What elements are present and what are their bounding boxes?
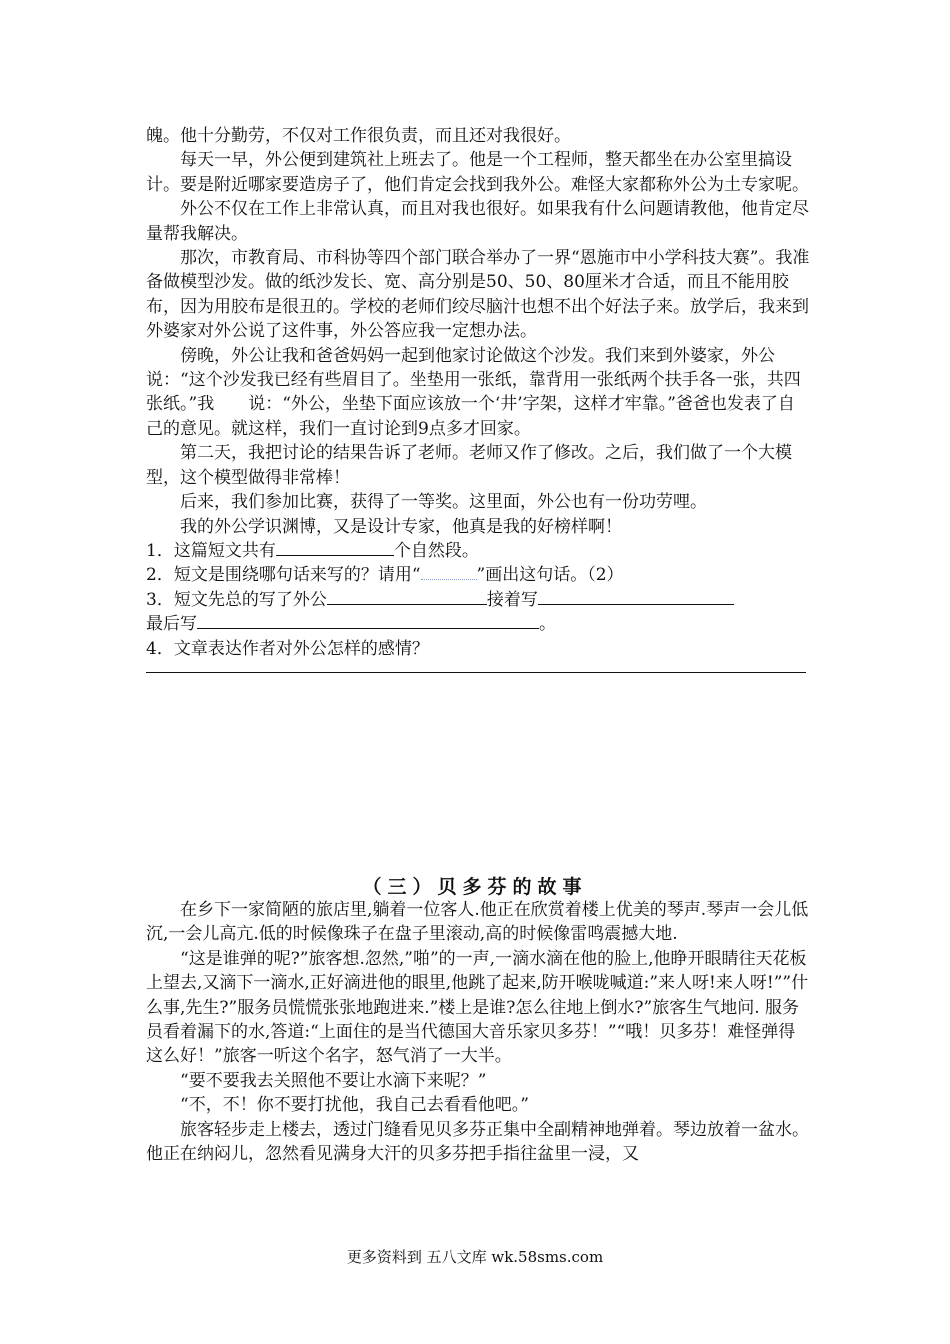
question-1: 1．这篇短文共有 个自然段。: [146, 540, 479, 561]
answer-line-4[interactable]: [146, 671, 806, 673]
answer-blank-3b[interactable]: [538, 588, 734, 605]
question-3: 3．短文先总的写了外公 接着写: [146, 588, 810, 612]
paragraph: 在乡下一家简陋的旅店里,躺着一位客人.他正在欣赏着楼上优美的琴声.琴声一会儿低沉,一会儿高亢.低的时候像珠子在盘子里滚动,高的时候像雷鸣震撼大地.: [146, 900, 809, 945]
paragraph: 魄。他十分勤劳，不仅对工作很负责，而且还对我很好。: [146, 126, 571, 146]
paragraph: “不，不！你不要打扰他，我自己去看看他吧。”: [180, 1095, 529, 1116]
paragraph: 后来，我们参加比赛，获得了一等奖。这里面，外公也有一份功劳哩。: [180, 492, 707, 513]
question-4: 4．文章表达作者对外公怎样的感情？: [146, 638, 429, 659]
question-3-line-2: 最后写 。: [146, 614, 556, 635]
paragraph: “要不要我去关照他不要让水滴下来呢？”: [180, 1070, 487, 1091]
footer-source: 更多资料到 五八文库 wk.58sms.com: [346, 1248, 604, 1266]
wavy-underline-sample: [421, 565, 477, 580]
passage-one: [146, 124, 810, 673]
paragraph: “这是谁弹的呢?”旅客想.忽然,”啪”的一声,一滴水滴在他的脸上,他睁开眼睛往天花板上望去,又滴下一滴水,正好滴进他的眼里,他跳了起来,防开喉咙喊道:”来人呀!来人呀!””什么事,先生?”服务员慌慌张张地跑进来.”楼上是谁?怎么往地上倒水?”旅客生气地问. 服务员看着漏下的水,答道:“上面住的是当代德国大音乐家贝多芬！”“哦！贝多芬！难怪弹得这么好！”旅客一听这个名字，怒气消了一大半。: [146, 948, 809, 1067]
paragraph: 那次，市教育局、市科协等四个部门联合举办了一界“恩施市中小学科技大赛”。我准备做模型沙发。做的纸沙发长、宽、高分别是50、50、80厘米才合适，而且不能用胶布，因为用胶布是很丑的。学校的老师们绞尽脑汁也想不出个好法子来。放学后，我来到外婆家对外公说了这件事，外公答应我一定想办法。: [146, 248, 810, 342]
paragraph: 旅客轻步走上楼去，透过门缝看见贝多芬正集中全副精神地弹着。琴边放着一盆水。他正在纳闷儿，忽然看见满身大汗的贝多芬把手指往盆里一浸，又: [146, 1119, 809, 1165]
paragraph: 我的外公学识渊博，又是设计专家，他真是我的好榜样啊！: [180, 516, 622, 537]
answer-blank-3a[interactable]: [327, 588, 487, 605]
paragraph: 每天一早，外公便到建筑社上班去了。他是一个工程师，整天都坐在办公室里搞设计。要是附近哪家要造房子了，他们肯定会找到我外公。难怪大家都称外公为土专家呢。: [146, 150, 809, 195]
paragraph: 傍晚，外公让我和爸爸妈妈一起到他家讨论做这个沙发。我们来到外婆家，外公说：“这个沙发我已经有些眉目了。坐垫用一张纸，靠背用一张纸两个扶手各一张，共四张纸。”我 说：“外公，坐垫下面应该放一个‘井’字架，这样才牢靠。”爸爸也发表了自己的意见。就这样，我们一直讨论到9点多才回家。: [146, 345, 801, 439]
question-2: 2．短文是围绕哪句话来写的？请用“ ”画出这句话。（2）: [146, 565, 624, 586]
answer-blank-1[interactable]: [276, 539, 394, 556]
passage-two: [146, 898, 810, 1166]
section-title: （三）贝多芬的故事: [362, 876, 588, 898]
paragraph: 外公不仅在工作上非常认真，而且对我也很好。如果我有什么问题请教他，他肯定尽量帮我解决。: [146, 199, 809, 244]
paragraph: 第二天，我把讨论的结果告诉了老师。老师又作了修改。之后，我们做了一个大模型，这个模型做得非常棒！: [146, 443, 792, 488]
answer-blank-3c[interactable]: [197, 612, 539, 629]
